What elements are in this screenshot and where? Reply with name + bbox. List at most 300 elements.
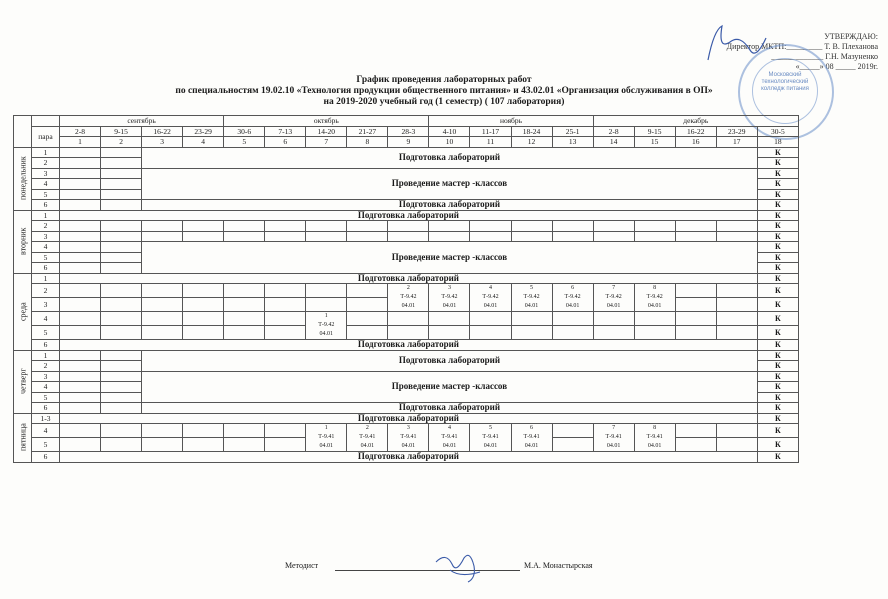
lesson-c: 04.01 xyxy=(647,443,662,449)
week-number: 7 xyxy=(306,137,347,148)
empty-cell xyxy=(60,252,101,263)
empty-cell xyxy=(101,189,142,200)
pair-number: 1 xyxy=(32,350,60,361)
empty-cell xyxy=(429,221,470,232)
pair-number: 6 xyxy=(32,452,60,463)
empty-cell xyxy=(101,221,142,232)
lesson-n: 2 xyxy=(365,425,369,431)
empty-cell xyxy=(347,231,388,242)
week-header: 14-20 xyxy=(306,126,347,137)
month-header: декабрь xyxy=(593,116,798,127)
empty-cell xyxy=(101,284,142,298)
pair-number: 1-3 xyxy=(32,413,60,424)
empty-cell xyxy=(60,382,101,393)
week-number: 4 xyxy=(183,137,224,148)
empty-cell xyxy=(183,424,224,438)
empty-cell xyxy=(388,326,429,340)
pair-number: 5 xyxy=(32,189,60,200)
empty-cell xyxy=(511,312,552,326)
empty-cell xyxy=(183,284,224,298)
week-header: 23-29 xyxy=(716,126,757,137)
empty-cell xyxy=(429,312,470,326)
k-cell: К xyxy=(757,210,798,221)
empty-cell xyxy=(60,312,101,326)
week-header: 18-24 xyxy=(511,126,552,137)
week-number: 14 xyxy=(593,137,634,148)
empty-cell xyxy=(306,298,347,312)
footer-name: М.А. Монастырская xyxy=(524,561,593,570)
empty-cell xyxy=(388,221,429,232)
lab-lesson-cell xyxy=(470,424,511,452)
k-cell: К xyxy=(757,424,798,438)
stamp-seal-text: Московский технологический колледж питания xyxy=(761,72,809,92)
empty-cell xyxy=(470,326,511,340)
empty-cell xyxy=(60,438,101,452)
k-cell: К xyxy=(757,147,798,158)
director-signature xyxy=(700,20,770,70)
lab-lesson-cell xyxy=(634,424,675,452)
empty-cell xyxy=(224,424,265,438)
empty-cell xyxy=(101,158,142,169)
methodist-signature xyxy=(430,548,490,588)
prep-label: Подготовка лабораторий xyxy=(60,210,758,221)
prep-label: Подготовка лабораторий xyxy=(60,340,758,351)
week-header: 21-27 xyxy=(347,126,388,137)
empty-cell xyxy=(142,284,183,298)
empty-cell xyxy=(716,326,757,340)
empty-cell xyxy=(101,168,142,179)
lab-lesson-cell xyxy=(511,284,552,312)
empty-cell xyxy=(101,200,142,211)
lab-lesson-cell xyxy=(306,312,347,340)
empty-cell xyxy=(634,231,675,242)
empty-cell xyxy=(60,371,101,382)
empty-cell xyxy=(593,326,634,340)
empty-cell xyxy=(429,231,470,242)
empty-cell xyxy=(634,326,675,340)
prep-label: Подготовка лабораторий xyxy=(142,350,758,371)
lesson-g: Т-9.41 xyxy=(318,434,335,440)
k-cell: К xyxy=(757,298,798,312)
empty-cell xyxy=(101,350,142,361)
approval-director: Директор МКТП:_________ Т. В. Плеханова xyxy=(726,42,878,51)
lab-lesson-cell xyxy=(552,284,593,312)
title-line-2: по специальностям 19.02.10 «Технология продукции общественного питания» и 43.02.01 «Организация обслуживания в ОП» xyxy=(175,86,713,96)
empty-cell xyxy=(593,221,634,232)
week-number: 3 xyxy=(142,137,183,148)
empty-cell xyxy=(101,263,142,274)
master-class-label: Проведение мастер -классов xyxy=(142,168,758,200)
lab-lesson-cell xyxy=(347,424,388,452)
document-title xyxy=(0,75,888,108)
k-cell: К xyxy=(757,452,798,463)
pair-number: 6 xyxy=(32,403,60,414)
lesson-g: Т-9.42 xyxy=(646,294,663,300)
lesson-n: 4 xyxy=(447,425,451,431)
empty-cell xyxy=(60,147,101,158)
day-label-wed: среда xyxy=(14,273,32,350)
empty-cell xyxy=(60,179,101,190)
lab-lesson-cell xyxy=(593,424,634,452)
empty-cell xyxy=(60,326,101,340)
lab-lesson-cell xyxy=(634,284,675,312)
empty-cell xyxy=(60,242,101,253)
empty-cell xyxy=(388,312,429,326)
lesson-g: Т-9.42 xyxy=(441,294,458,300)
lesson-c: 04.01 xyxy=(442,443,457,449)
lesson-n: 1 xyxy=(324,313,328,319)
empty-cell xyxy=(265,326,306,340)
pair-number: 6 xyxy=(32,263,60,274)
empty-cell xyxy=(470,231,511,242)
empty-cell xyxy=(265,298,306,312)
lesson-g: Т-9.42 xyxy=(318,322,335,328)
week-number: 6 xyxy=(265,137,306,148)
pair-number: 5 xyxy=(32,252,60,263)
week-number: 1 xyxy=(60,137,101,148)
k-cell: К xyxy=(757,413,798,424)
empty-cell xyxy=(101,298,142,312)
lab-lesson-cell xyxy=(429,424,470,452)
lesson-c: 04.01 xyxy=(524,443,539,449)
lesson-n: 8 xyxy=(653,285,657,291)
lesson-n: 1 xyxy=(324,425,328,431)
k-cell: К xyxy=(757,312,798,326)
empty-cell xyxy=(224,284,265,298)
lesson-g: Т-9.42 xyxy=(523,294,540,300)
k-cell: К xyxy=(757,252,798,263)
lesson-c: 04.01 xyxy=(360,443,375,449)
empty-cell xyxy=(224,326,265,340)
lesson-g: Т-9.41 xyxy=(359,434,376,440)
week-number: 11 xyxy=(470,137,511,148)
lab-lesson-cell xyxy=(470,284,511,312)
week-header: 2-8 xyxy=(593,126,634,137)
empty-cell xyxy=(183,326,224,340)
week-number: 13 xyxy=(552,137,593,148)
empty-cell xyxy=(101,371,142,382)
empty-cell xyxy=(142,221,183,232)
lesson-c: 04.01 xyxy=(647,303,662,309)
pair-number: 6 xyxy=(32,200,60,211)
week-header: 28-3 xyxy=(388,126,429,137)
week-number: 8 xyxy=(347,137,388,148)
week-number: 17 xyxy=(716,137,757,148)
lesson-c: 04.01 xyxy=(483,303,498,309)
empty-cell xyxy=(142,312,183,326)
k-cell: К xyxy=(757,284,798,298)
lab-lesson-cell xyxy=(388,424,429,452)
k-cell: К xyxy=(757,350,798,361)
week-header: 9-15 xyxy=(634,126,675,137)
empty-cell xyxy=(60,403,101,414)
week-header: 16-22 xyxy=(675,126,716,137)
lesson-g: Т-9.42 xyxy=(564,294,581,300)
empty-cell xyxy=(552,438,593,452)
empty-cell xyxy=(60,221,101,232)
prep-label: Подготовка лабораторий xyxy=(60,452,758,463)
week-header: 7-13 xyxy=(265,126,306,137)
k-cell: К xyxy=(757,168,798,179)
k-cell: К xyxy=(757,273,798,284)
k-cell: К xyxy=(757,392,798,403)
lesson-g: Т-9.41 xyxy=(605,434,622,440)
lesson-g: Т-9.42 xyxy=(482,294,499,300)
lab-lesson-cell xyxy=(388,284,429,312)
empty-cell xyxy=(306,221,347,232)
k-cell: К xyxy=(757,361,798,372)
para-header: пара xyxy=(32,126,60,147)
lesson-c: 04.01 xyxy=(606,443,621,449)
empty-cell xyxy=(675,221,716,232)
empty-cell xyxy=(347,284,388,298)
pair-number: 5 xyxy=(32,392,60,403)
empty-cell xyxy=(675,312,716,326)
lesson-n: 8 xyxy=(653,425,657,431)
empty-cell xyxy=(224,312,265,326)
week-number: 18 xyxy=(757,137,798,148)
empty-cell xyxy=(60,263,101,274)
lesson-n: 5 xyxy=(530,285,534,291)
week-number: 5 xyxy=(224,137,265,148)
approval-signer: _____________ Г.Н. Мазуненко xyxy=(771,52,878,61)
lab-lesson-cell xyxy=(593,284,634,312)
empty-cell xyxy=(511,221,552,232)
k-cell: К xyxy=(757,403,798,414)
pair-number: 4 xyxy=(32,424,60,438)
empty-cell xyxy=(142,438,183,452)
empty-cell xyxy=(101,242,142,253)
empty-cell xyxy=(470,312,511,326)
pair-number: 5 xyxy=(32,438,60,452)
master-class-label: Проведение мастер -классов xyxy=(142,242,758,274)
empty-cell xyxy=(429,326,470,340)
pair-number: 1 xyxy=(32,147,60,158)
empty-cell xyxy=(347,326,388,340)
pair-number: 2 xyxy=(32,284,60,298)
footer-role: Методист xyxy=(285,561,319,570)
empty-cell xyxy=(716,438,757,452)
empty-cell xyxy=(101,438,142,452)
corner-cell-2 xyxy=(32,116,60,127)
pair-number: 4 xyxy=(32,179,60,190)
empty-cell xyxy=(101,312,142,326)
k-cell: К xyxy=(757,382,798,393)
empty-cell xyxy=(675,438,716,452)
week-number: 10 xyxy=(429,137,470,148)
empty-cell xyxy=(101,147,142,158)
empty-cell xyxy=(265,312,306,326)
week-number: 16 xyxy=(675,137,716,148)
week-header: 4-10 xyxy=(429,126,470,137)
empty-cell xyxy=(675,326,716,340)
lesson-c: 04.01 xyxy=(442,303,457,309)
empty-cell xyxy=(60,200,101,211)
week-header: 30-5 xyxy=(757,126,798,137)
lesson-n: 5 xyxy=(488,425,492,431)
lesson-g: Т-9.42 xyxy=(400,294,417,300)
empty-cell xyxy=(675,424,716,438)
empty-cell xyxy=(101,252,142,263)
pair-number: 2 xyxy=(32,361,60,372)
pair-number: 1 xyxy=(32,210,60,221)
empty-cell xyxy=(716,231,757,242)
empty-cell xyxy=(142,424,183,438)
empty-cell xyxy=(347,221,388,232)
empty-cell xyxy=(265,438,306,452)
pair-number: 2 xyxy=(32,221,60,232)
week-number: 15 xyxy=(634,137,675,148)
empty-cell xyxy=(634,312,675,326)
k-cell: К xyxy=(757,371,798,382)
empty-cell xyxy=(347,298,388,312)
lesson-g: Т-9.42 xyxy=(605,294,622,300)
week-number: 2 xyxy=(101,137,142,148)
empty-cell xyxy=(675,284,716,298)
day-label-mon: понедельник xyxy=(14,147,32,210)
lab-lesson-cell xyxy=(511,424,552,452)
empty-cell xyxy=(347,312,388,326)
empty-cell xyxy=(101,231,142,242)
lesson-n: 2 xyxy=(406,285,410,291)
lesson-c: 04.01 xyxy=(483,443,498,449)
empty-cell xyxy=(60,231,101,242)
empty-cell xyxy=(716,221,757,232)
lesson-g: Т-9.41 xyxy=(482,434,499,440)
prep-label: Подготовка лабораторий xyxy=(142,147,758,168)
k-cell: К xyxy=(757,263,798,274)
week-header: 16-22 xyxy=(142,126,183,137)
lesson-n: 3 xyxy=(406,425,410,431)
empty-cell xyxy=(142,231,183,242)
empty-cell xyxy=(183,312,224,326)
empty-cell xyxy=(60,284,101,298)
empty-cell xyxy=(716,424,757,438)
empty-cell xyxy=(306,231,347,242)
k-cell: К xyxy=(757,189,798,200)
pair-number: 4 xyxy=(32,312,60,326)
week-number: 9 xyxy=(388,137,429,148)
lesson-g: Т-9.41 xyxy=(441,434,458,440)
week-header: 9-15 xyxy=(101,126,142,137)
approval-title: УТВЕРЖДАЮ: xyxy=(824,32,878,41)
empty-cell xyxy=(511,231,552,242)
empty-cell xyxy=(265,424,306,438)
title-line-3: на 2019-2020 учебный год (1 семестр) ( 107 лаборатория) xyxy=(323,97,565,107)
empty-cell xyxy=(60,361,101,372)
day-label-fri: пятница xyxy=(14,413,32,462)
lesson-n: 4 xyxy=(488,285,492,291)
empty-cell xyxy=(101,382,142,393)
empty-cell xyxy=(224,221,265,232)
empty-cell xyxy=(716,298,757,312)
k-cell: К xyxy=(757,158,798,169)
empty-cell xyxy=(142,298,183,312)
empty-cell xyxy=(60,189,101,200)
k-cell: К xyxy=(757,179,798,190)
empty-cell xyxy=(183,231,224,242)
empty-cell xyxy=(388,231,429,242)
pair-number: 3 xyxy=(32,371,60,382)
empty-cell xyxy=(552,221,593,232)
k-cell: К xyxy=(757,326,798,340)
k-cell: К xyxy=(757,340,798,351)
empty-cell xyxy=(142,326,183,340)
empty-cell xyxy=(183,298,224,312)
pair-number: 2 xyxy=(32,158,60,169)
schedule-table xyxy=(13,115,799,463)
lesson-c: 04.01 xyxy=(565,303,580,309)
empty-cell xyxy=(265,231,306,242)
signature-line xyxy=(335,570,520,571)
empty-cell xyxy=(675,231,716,242)
empty-cell xyxy=(101,179,142,190)
week-header: 23-29 xyxy=(183,126,224,137)
empty-cell xyxy=(634,221,675,232)
title-line-1: График проведения лабораторных работ xyxy=(356,75,532,85)
empty-cell xyxy=(716,312,757,326)
week-header: 2-8 xyxy=(60,126,101,137)
lesson-n: 3 xyxy=(447,285,451,291)
empty-cell xyxy=(60,350,101,361)
master-class-label: Проведение мастер -классов xyxy=(142,371,758,403)
week-header: 25-1 xyxy=(552,126,593,137)
week-header: 11-17 xyxy=(470,126,511,137)
lesson-n: 7 xyxy=(612,425,616,431)
empty-cell xyxy=(60,392,101,403)
lesson-n: 6 xyxy=(530,425,534,431)
prep-label: Подготовка лабораторий xyxy=(60,413,758,424)
lesson-c: 04.01 xyxy=(401,443,416,449)
lesson-g: Т-9.41 xyxy=(523,434,540,440)
lesson-n: 6 xyxy=(571,285,575,291)
pair-number: 3 xyxy=(32,168,60,179)
month-header: октябрь xyxy=(224,116,429,127)
k-cell: К xyxy=(757,200,798,211)
approval-date: «_____» 08 _____ 2019г. xyxy=(795,62,878,71)
pair-number: 6 xyxy=(32,340,60,351)
empty-cell xyxy=(101,392,142,403)
empty-cell xyxy=(265,221,306,232)
lesson-n: 7 xyxy=(612,285,616,291)
pair-number: 5 xyxy=(32,326,60,340)
empty-cell xyxy=(675,298,716,312)
empty-cell xyxy=(306,284,347,298)
empty-cell xyxy=(470,221,511,232)
day-label-tue: вторник xyxy=(14,210,32,273)
empty-cell xyxy=(60,424,101,438)
lesson-c: 04.01 xyxy=(401,303,416,309)
prep-label: Подготовка лабораторий xyxy=(142,200,758,211)
empty-cell xyxy=(60,168,101,179)
prep-label: Подготовка лабораторий xyxy=(60,273,758,284)
empty-cell xyxy=(265,284,306,298)
pair-number: 1 xyxy=(32,273,60,284)
k-cell: К xyxy=(757,242,798,253)
empty-cell xyxy=(511,326,552,340)
empty-cell xyxy=(101,424,142,438)
month-header: ноябрь xyxy=(429,116,593,127)
k-cell: К xyxy=(757,231,798,242)
pair-number: 4 xyxy=(32,242,60,253)
empty-cell xyxy=(60,298,101,312)
empty-cell xyxy=(552,231,593,242)
lesson-c: 04.01 xyxy=(319,443,334,449)
empty-cell xyxy=(183,221,224,232)
lab-lesson-cell xyxy=(429,284,470,312)
week-header: 30-6 xyxy=(224,126,265,137)
empty-cell xyxy=(552,326,593,340)
